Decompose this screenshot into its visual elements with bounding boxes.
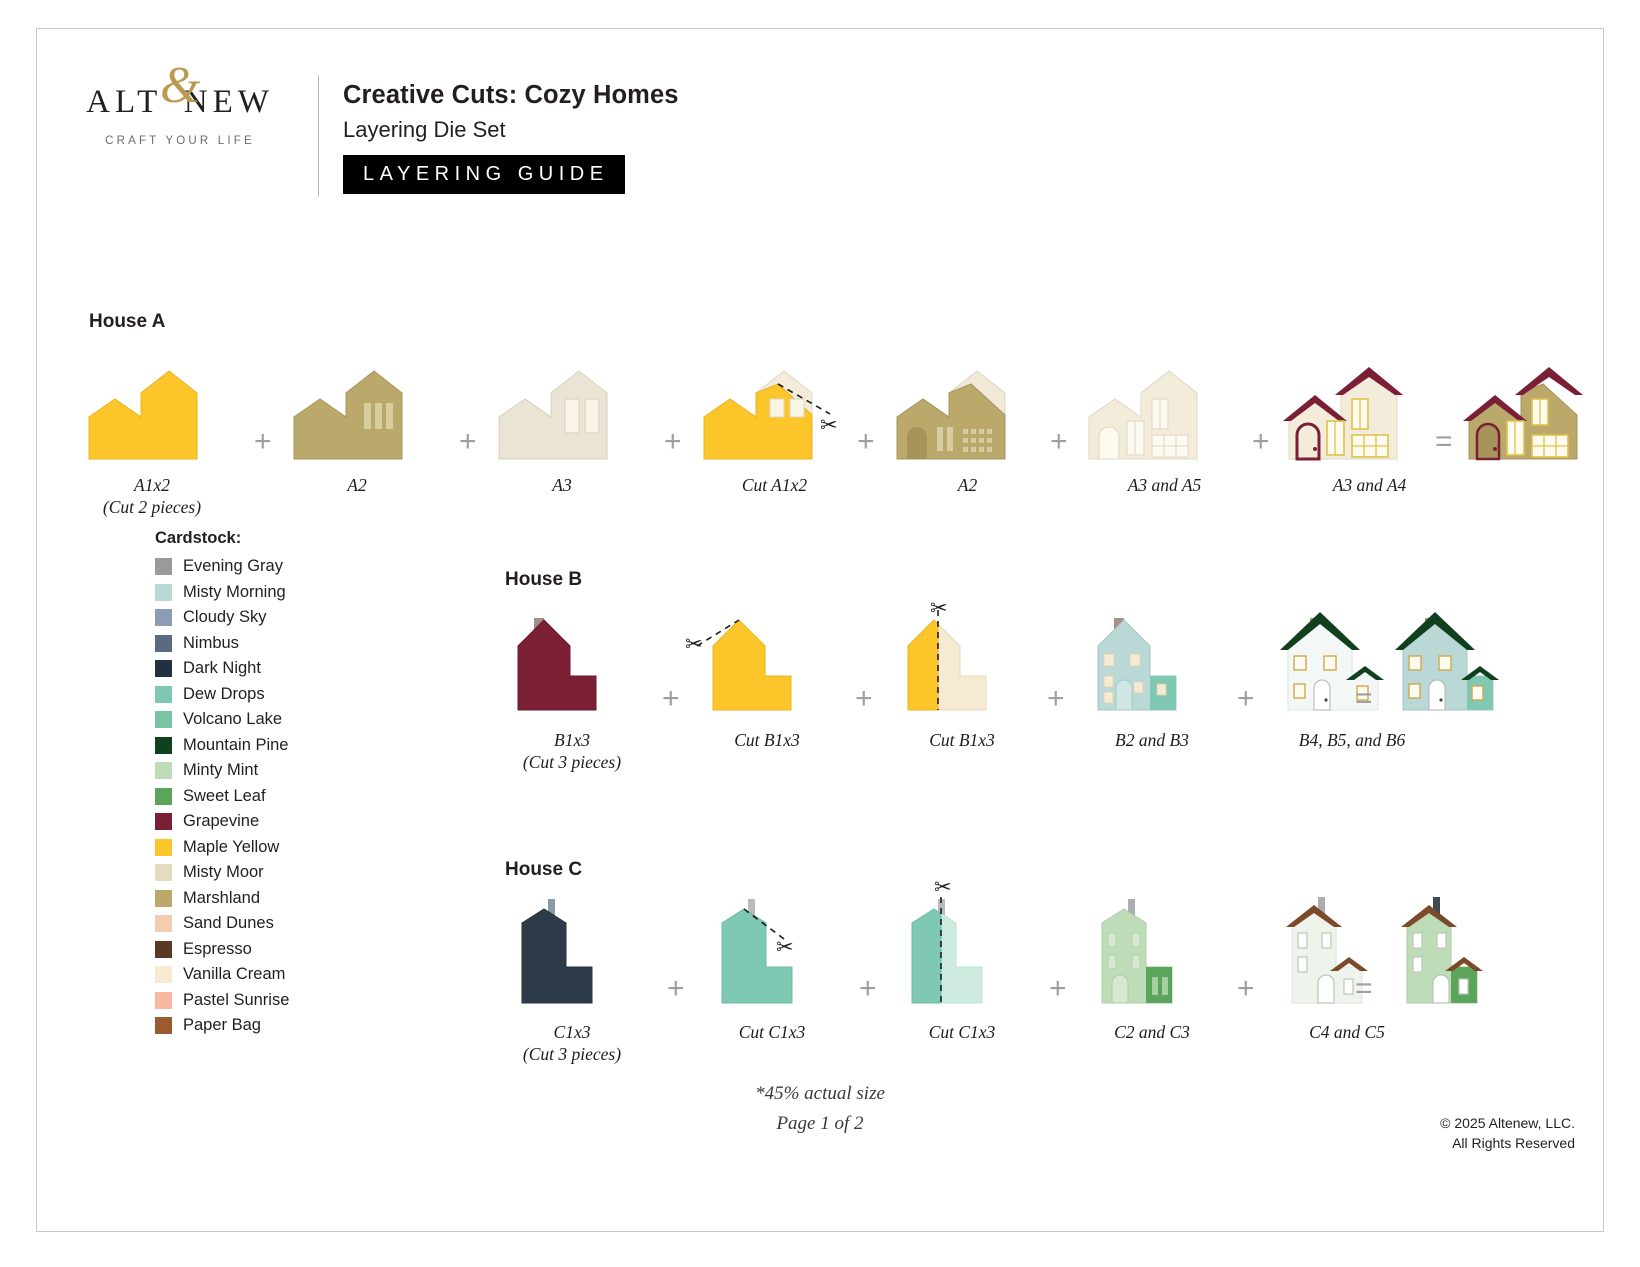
house-a-step-6-art: [1077, 359, 1252, 474]
swatch-dew-drops: [155, 686, 172, 703]
footer-center: [37, 1079, 1603, 1140]
altenew-logo: [65, 57, 295, 147]
layering-guide-badge: LAYERING GUIDE: [343, 155, 625, 194]
cardstock-name: Sweet Leaf: [183, 786, 266, 805]
house-a-step-7-caption: A3 and A4: [1332, 475, 1407, 495]
house-a-step-6: [1077, 359, 1252, 496]
swatch-vanilla-cream: [155, 966, 172, 983]
swatch-dark-night: [155, 660, 172, 677]
house-b-result-art: [1377, 604, 1557, 729]
house-b-step-1-art: [492, 604, 652, 729]
house-b-step-1-caption2: (Cut 3 pieces): [522, 752, 622, 773]
logo-wordmark: [65, 57, 295, 121]
scissors-icon-c1: ✂: [776, 936, 794, 959]
scissors-icon-b2: ✂: [930, 597, 948, 620]
list-item: [155, 682, 385, 708]
house-b-step-4-art: [1072, 604, 1232, 729]
cardstock-name: Evening Gray: [183, 557, 283, 576]
cardstock-name: Minty Mint: [183, 761, 259, 780]
shape-a1x2: [77, 359, 227, 469]
plus-c-1: +: [667, 972, 685, 1005]
house-c-step-4: [1072, 891, 1232, 1043]
house-a-step-1-caption2: (Cut 2 pieces): [102, 497, 202, 518]
house-a-step-4-caption: Cut A1x2: [741, 475, 808, 495]
house-a-step-4-art: [692, 359, 857, 474]
cardstock-name: Maple Yellow: [183, 837, 280, 856]
list-item: [155, 988, 385, 1014]
list-item: [155, 656, 385, 682]
house-a-step-6-caption: A3 and A5: [1127, 475, 1202, 495]
cardstock-legend: [155, 529, 385, 1039]
list-item: [155, 937, 385, 963]
list-item: [155, 860, 385, 886]
swatch-volcano-lake: [155, 711, 172, 728]
list-item: [155, 554, 385, 580]
logo-word-left: ALT: [86, 84, 163, 120]
cardstock-name: Volcano Lake: [183, 710, 283, 729]
house-c-step-4-art: [1072, 891, 1232, 1021]
header-divider: [318, 75, 319, 197]
swatch-marshland: [155, 890, 172, 907]
shape-cut-b1x3-a: [687, 604, 847, 724]
house-a-step-3-art: [487, 359, 637, 474]
page-header: [37, 29, 1603, 189]
shape-cut-c1x3-a: [692, 891, 852, 1016]
plus-b-3: +: [1047, 682, 1065, 715]
swatch-minty-mint: [155, 762, 172, 779]
house-a-step-5-art: [885, 359, 1050, 474]
list-item: [155, 1013, 385, 1039]
house-a-step-5: [885, 359, 1050, 496]
shape-cut-b1x3-b: [882, 604, 1042, 724]
plus-c-2: +: [859, 972, 877, 1005]
equals-c: =: [1355, 972, 1373, 1005]
plus-a-1: +: [254, 425, 272, 458]
house-b-step-4: [1072, 604, 1232, 751]
house-b-step-5-caption: B4, B5, and B6: [1298, 730, 1406, 750]
logo-ampersand-icon: &: [160, 57, 206, 114]
scale-note: *45% actual size: [755, 1083, 885, 1104]
copyright-line: © 2025 Altenew, LLC.: [1440, 1115, 1575, 1131]
logo-tagline: CRAFT YOUR LIFE: [105, 135, 255, 147]
house-a-step-2: [282, 359, 432, 496]
shape-b1x3: [492, 604, 652, 724]
house-a-result-art: [1457, 359, 1640, 474]
cardstock-name: Dew Drops: [183, 684, 265, 703]
house-c-step-3-caption: Cut C1x3: [928, 1022, 996, 1042]
cardstock-name: Dark Night: [183, 659, 261, 678]
house-b-step-3: [882, 597, 1042, 751]
cardstock-name: Pastel Sunrise: [183, 990, 290, 1009]
swatch-sweet-leaf: [155, 788, 172, 805]
swatch-misty-morning: [155, 584, 172, 601]
list-item: [155, 580, 385, 606]
page-title: Creative Cuts: Cozy Homes: [343, 81, 679, 109]
shape-c-complete: [1377, 891, 1552, 1016]
plus-a-2: +: [459, 425, 477, 458]
swatch-espresso: [155, 941, 172, 958]
plus-b-1: +: [662, 682, 680, 715]
equals-a: =: [1435, 425, 1453, 458]
house-a-step-3-caption: A3: [552, 475, 572, 495]
house-c-result-art: [1377, 891, 1552, 1021]
shape-b-complete: [1377, 604, 1557, 724]
shape-b2-b3: [1072, 604, 1232, 724]
cardstock-title: Cardstock:: [155, 529, 242, 547]
cardstock-name: Sand Dunes: [183, 914, 274, 933]
house-a-step-4: [692, 359, 857, 496]
swatch-mountain-pine: [155, 737, 172, 754]
shape-a-complete: [1457, 359, 1640, 469]
shape-a3: [487, 359, 637, 469]
list-item: [155, 962, 385, 988]
shape-c1x3: [492, 891, 652, 1016]
house-b-step-2: [687, 604, 847, 751]
shape-a2: [282, 359, 432, 469]
swatch-nimbus: [155, 635, 172, 652]
house-c-step-1: [492, 891, 652, 1066]
plus-c-3: +: [1049, 972, 1067, 1005]
swatch-maple-yellow: [155, 839, 172, 856]
list-item: [155, 911, 385, 937]
plus-a-4: +: [857, 425, 875, 458]
plus-c-4: +: [1237, 972, 1255, 1005]
cardstock-name: Cloudy Sky: [183, 608, 267, 627]
cardstock-name: Marshland: [183, 888, 261, 907]
swatch-evening-gray: [155, 558, 172, 575]
house-b-step-2-art: [687, 604, 847, 729]
plus-b-4: +: [1237, 682, 1255, 715]
house-a-step-1-art: [77, 359, 227, 474]
house-a-result: [1457, 359, 1640, 474]
house-a-label: House A: [89, 311, 166, 332]
house-a-step-2-caption: A2: [347, 475, 367, 495]
list-item: [155, 707, 385, 733]
cardstock-name: Mountain Pine: [183, 735, 289, 754]
list-item: [155, 886, 385, 912]
house-a-step-5-caption: A2: [957, 475, 978, 495]
house-c-step-2: [692, 891, 852, 1043]
rights-line: All Rights Reserved: [1452, 1135, 1575, 1152]
swatch-pastel-sunrise: [155, 992, 172, 1009]
shape-a2-roof: [885, 359, 1050, 469]
header-text-block: [343, 81, 679, 194]
house-c-step-5-caption: C4 and C5: [1309, 1022, 1385, 1042]
house-a-step-1-caption: A1x2: [134, 475, 170, 495]
cardstock-name: Nimbus: [183, 633, 239, 652]
house-c-step-3-art: [882, 876, 1042, 1021]
list-item: [155, 784, 385, 810]
house-c-step-1-art: [492, 891, 652, 1021]
list-item: [155, 631, 385, 657]
scissors-icon-c2: ✂: [934, 876, 952, 899]
swatch-misty-moor: [155, 864, 172, 881]
house-a-step-1: [77, 359, 227, 519]
plus-a-5: +: [1050, 425, 1068, 458]
swatch-paper-bag: [155, 1017, 172, 1034]
shape-cut-c1x3-b: [882, 891, 1042, 1016]
house-c-step-2-caption: Cut C1x3: [738, 1022, 806, 1042]
house-c-step-1-caption: C1x3: [553, 1022, 591, 1042]
list-item: [155, 809, 385, 835]
cardstock-name: Paper Bag: [183, 1016, 261, 1035]
page-note: Page 1 of 2: [776, 1113, 864, 1135]
house-b-step-3-caption: Cut B1x3: [929, 730, 995, 750]
list-item: [155, 733, 385, 759]
equals-b: =: [1355, 682, 1373, 715]
plus-b-2: +: [855, 682, 873, 715]
guide-page: [36, 28, 1604, 1232]
logo-word-right: NEW: [183, 84, 274, 120]
house-a-step-3: [487, 359, 637, 496]
footer-copyright: [1440, 1113, 1575, 1154]
house-b-step-3-art: [882, 597, 1042, 729]
cardstock-name: Espresso: [183, 939, 252, 958]
house-b-step-4-caption: B2 and B3: [1115, 730, 1189, 750]
house-b-step-1: [492, 604, 652, 774]
house-a-step-2-art: [282, 359, 432, 474]
plus-a-3: +: [664, 425, 682, 458]
list-item: [155, 835, 385, 861]
house-c-step-1-caption2: (Cut 3 pieces): [522, 1044, 622, 1065]
house-b-step-2-caption: Cut B1x3: [734, 730, 800, 750]
cardstock-name: Misty Morning: [183, 582, 286, 601]
list-item: [155, 758, 385, 784]
house-b-step-1-caption: B1x3: [554, 730, 590, 750]
plus-a-6: +: [1252, 425, 1270, 458]
cardstock-name: Grapevine: [183, 812, 260, 831]
swatch-sand-dunes: [155, 915, 172, 932]
house-c-step-4-caption: C2 and C3: [1114, 1022, 1190, 1042]
house-c-step-3: [882, 876, 1042, 1043]
shape-a3-a5: [1077, 359, 1252, 469]
swatch-grapevine: [155, 813, 172, 830]
house-c-step-2-art: [692, 891, 852, 1021]
house-c-result: [1377, 891, 1552, 1021]
house-c-label: House C: [505, 859, 583, 880]
list-item: [155, 605, 385, 631]
house-b-result: [1377, 604, 1557, 729]
scissors-icon-b1: ✂: [685, 633, 703, 656]
scissors-icon-a: ✂: [820, 414, 838, 437]
house-b-label: House B: [505, 569, 583, 590]
cardstock-name: Vanilla Cream: [183, 965, 286, 984]
swatch-cloudy-sky: [155, 609, 172, 626]
page-subtitle: Layering Die Set: [343, 117, 506, 142]
shape-c2-c3: [1072, 891, 1232, 1016]
cardstock-name: Misty Moor: [183, 863, 264, 882]
